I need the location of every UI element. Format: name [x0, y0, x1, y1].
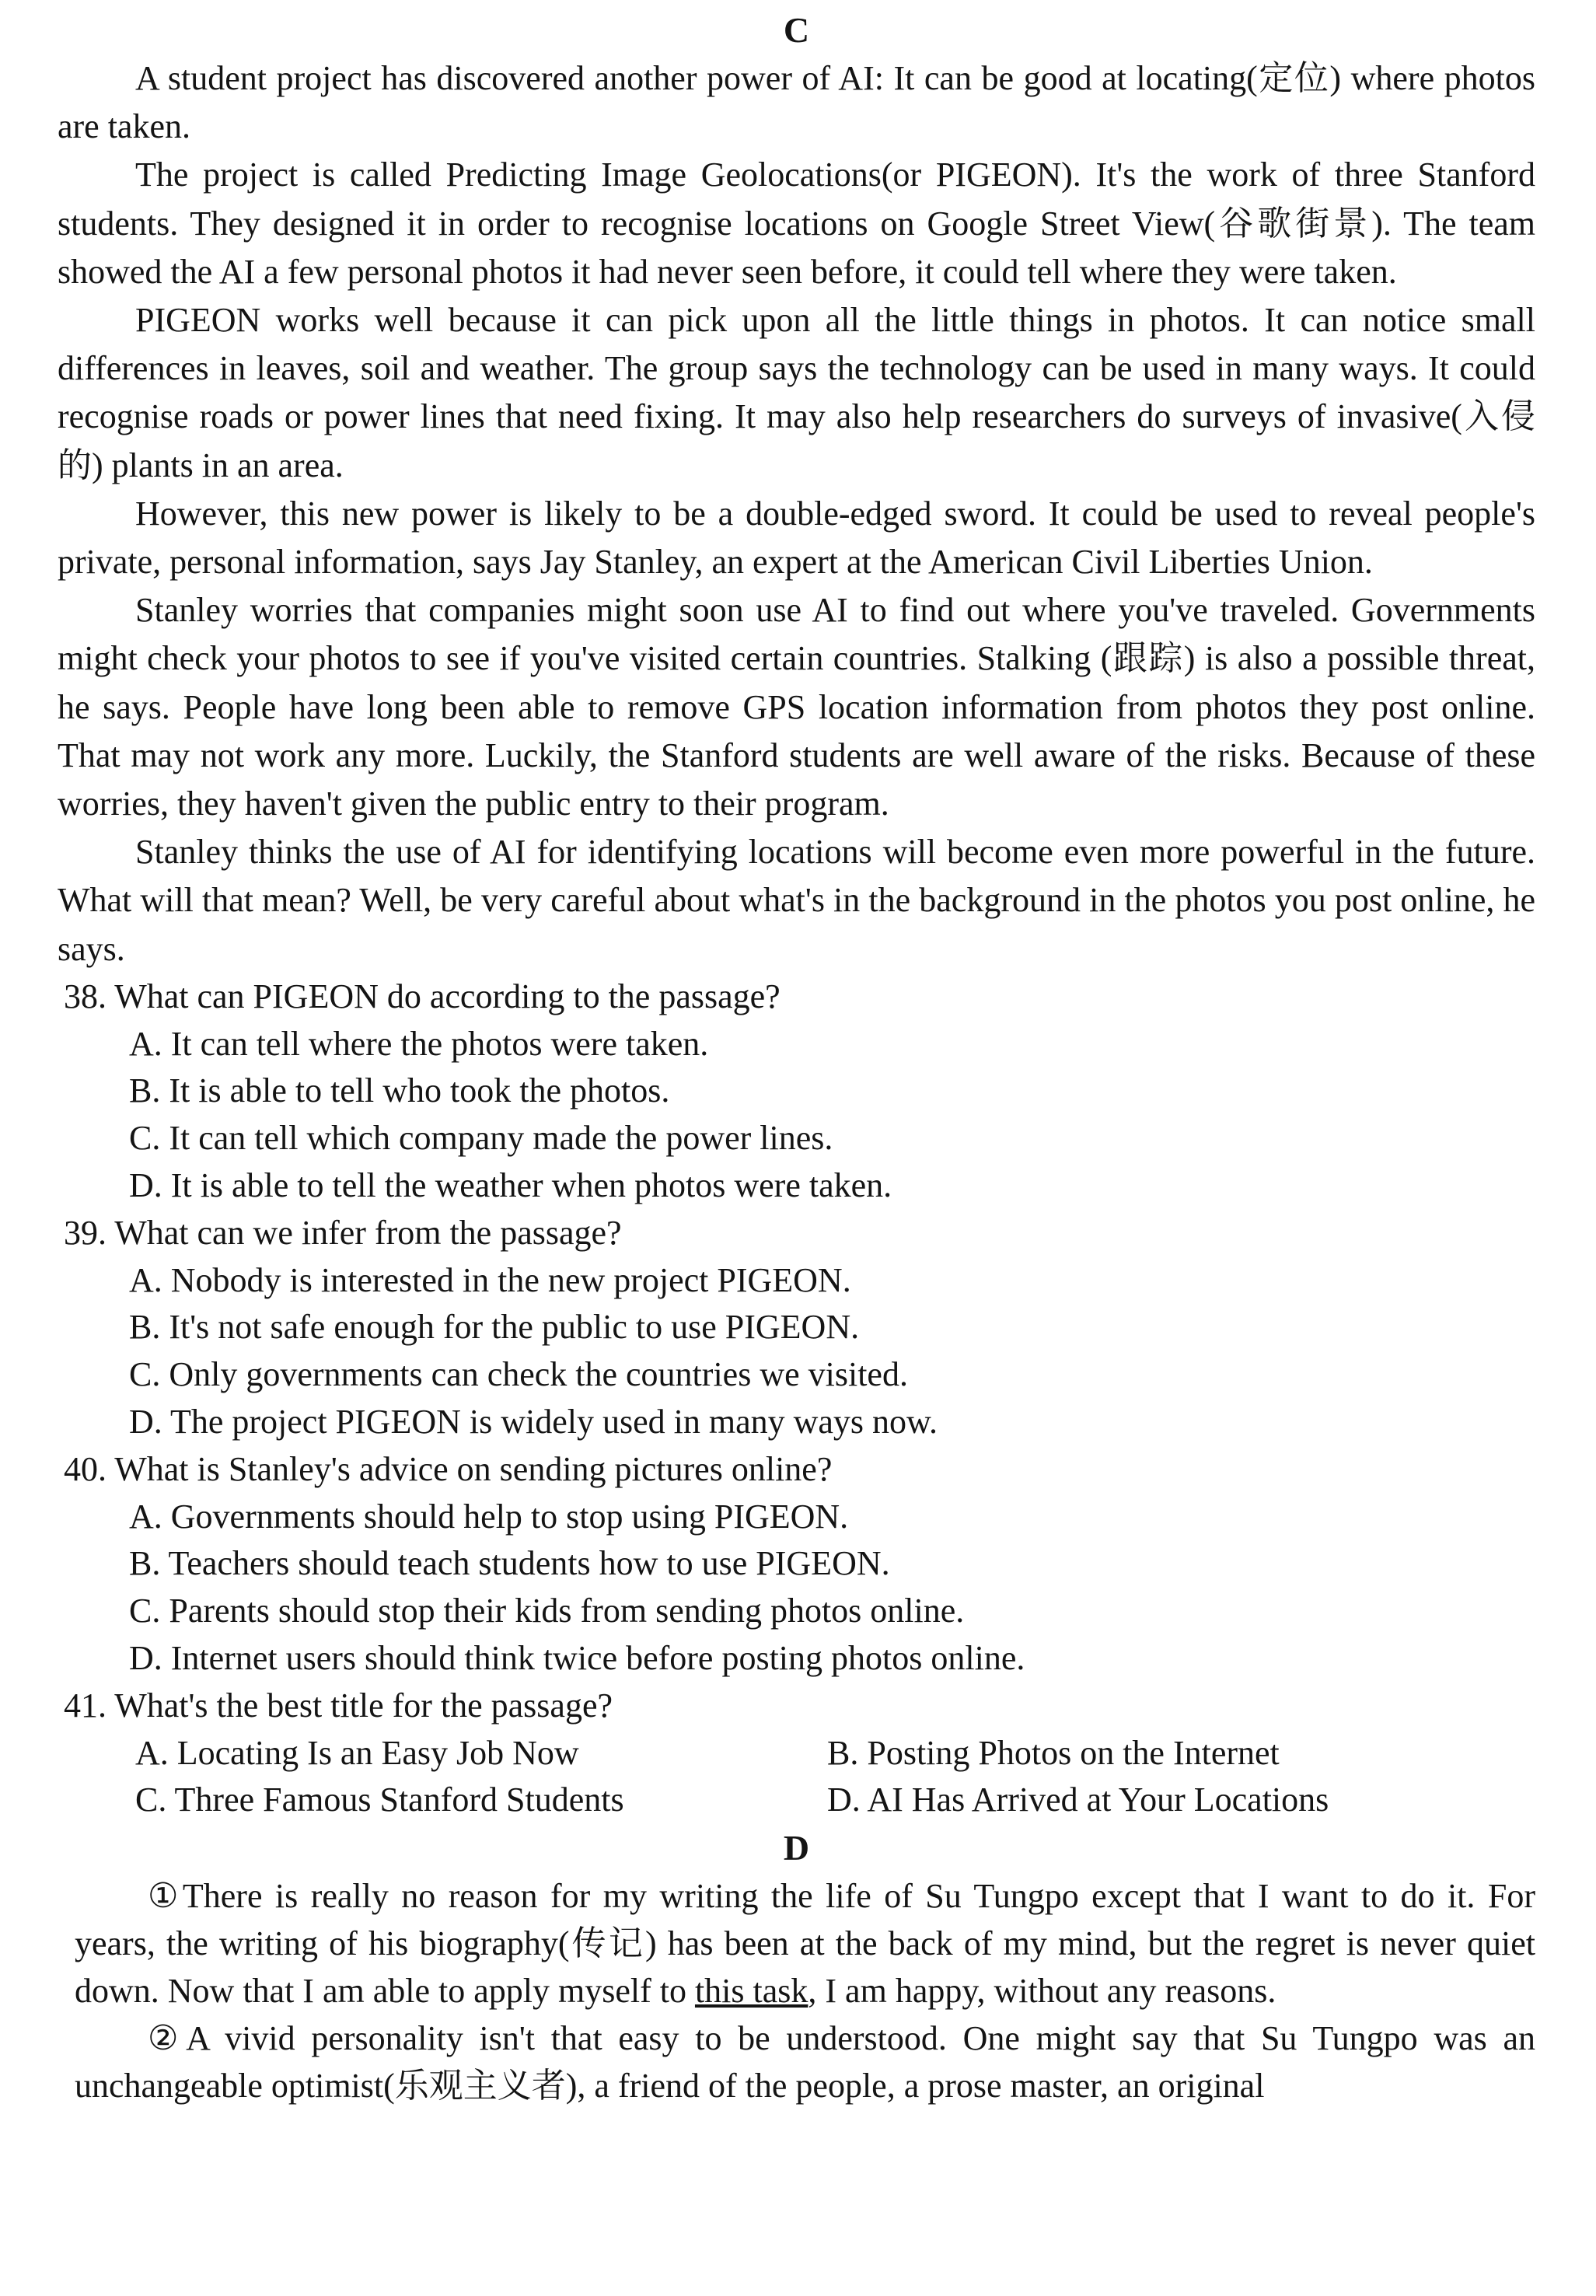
answer-option: A. It can tell where the photos were taken. — [129, 1024, 709, 1063]
answer-option: C. Parents should stop their kids from sending photos online. — [129, 1592, 965, 1630]
answer-option: B. Teachers should teach students how to use PIGEON. — [129, 1544, 890, 1583]
question-stem: 39. What can we infer from the passage? — [64, 1213, 622, 1252]
answer-option: D. AI Has Arrived at Your Locations — [827, 1781, 1329, 1819]
section-d-passage — [58, 1872, 1535, 2109]
answer-option: D. It is able to tell the weather when photos were taken. — [129, 1166, 892, 1205]
answer-option: A. Nobody is interested in the new project PIGEON. — [129, 1260, 851, 1299]
passage-paragraph: A student project has discovered another power of AI: It can be good at locating(定位) where photos are taken. — [58, 59, 1535, 146]
passage-paragraph: Stanley worries that companies might soon use AI to find out where you've traveled. Governments might check your photos to see if you've visited certain countries. Stalking (跟踪) is also a possible threat, he says. People have long been able to remove GPS location information from photos they post online. That may not work any more. Luckily, the Stanford students are well aware of the risks. Because of these worries, they haven't given the public entry to their program. — [58, 591, 1535, 823]
passage-paragraph: However, this new power is likely to be a double-edged sword. It could be used to reveal people's private, personal information, says Jay Stanley, an expert at the American Civil Liberties Union. — [58, 494, 1535, 582]
answer-option-row — [58, 1730, 1535, 1777]
passage-paragraph: ②A vivid personality isn't that easy to be understood. One might say that Su Tungpo was an unchangeable optimist(乐观主义者), a friend of the people, a prose master, an original — [75, 2019, 1535, 2106]
passage-paragraph — [75, 1872, 1535, 2015]
question-stem: 41. What's the best title for the passage? — [64, 1686, 613, 1725]
answer-option: C. Three Famous Stanford Students — [135, 1781, 624, 1819]
question-38 — [58, 973, 1535, 1210]
question-stem: 40. What is Stanley's advice on sending pictures online? — [64, 1449, 833, 1488]
answer-option: B. It's not safe enough for the public to use PIGEON. — [129, 1308, 860, 1347]
answer-option: D. The project PIGEON is widely used in many ways now. — [129, 1403, 938, 1442]
section-c-heading: C — [783, 10, 810, 50]
section-d-heading: D — [783, 1828, 810, 1868]
passage-paragraph: The project is called Predicting Image Geolocations(or PIGEON). It's the work of three Stanford students. They designed it in order to recognise locations on Google Street View(谷歌街景). The team showed the AI a few personal photos it had never seen before, it could tell where they were taken. — [58, 156, 1535, 291]
question-41 — [58, 1683, 1535, 1824]
paragraph-text: ①There is really no reason for my writing the life of Su Tungpo except that I want to do it. For years, the writing of his biography(传记) has been at the back of my mind, but the regret is never quiet down. Now that I am able to apply myself to — [75, 1877, 1535, 2011]
answer-option: D. Internet users should think twice before posting photos online. — [129, 1639, 1025, 1678]
answer-option: C. It can tell which company made the power lines. — [129, 1119, 833, 1158]
question-40 — [58, 1446, 1535, 1683]
passage-paragraph: PIGEON works well because it can pick upon all the little things in photos. It can notice small differences in leaves, soil and weather. The group says the technology can be used in many ways. It could recognise roads or power lines that need fixing. It may also help researchers do surveys of invasive(入侵的) plants in an area. — [58, 301, 1535, 484]
question-39 — [58, 1210, 1535, 1446]
answer-option: A. Governments should help to stop using PIGEON. — [129, 1497, 849, 1536]
answer-option: B. It is able to tell who took the photos. — [129, 1071, 670, 1110]
answer-option: A. Locating Is an Easy Job Now — [135, 1733, 579, 1772]
underlined-phrase: this task — [694, 1972, 808, 2011]
section-c-passage — [58, 54, 1535, 973]
answer-option: C. Only governments can check the countries we visited. — [129, 1355, 908, 1394]
paragraph-text: , I am happy, without any reasons. — [808, 1972, 1276, 2011]
passage-paragraph: Stanley thinks the use of AI for identifying locations will become even more powerful in the future. What will that mean? Well, be very careful about what's in the background in the photos you post online, he says. — [58, 833, 1535, 968]
answer-option: B. Posting Photos on the Internet — [827, 1733, 1280, 1772]
answer-option-row — [58, 1777, 1535, 1824]
question-stem: 38. What can PIGEON do according to the passage? — [64, 977, 781, 1015]
